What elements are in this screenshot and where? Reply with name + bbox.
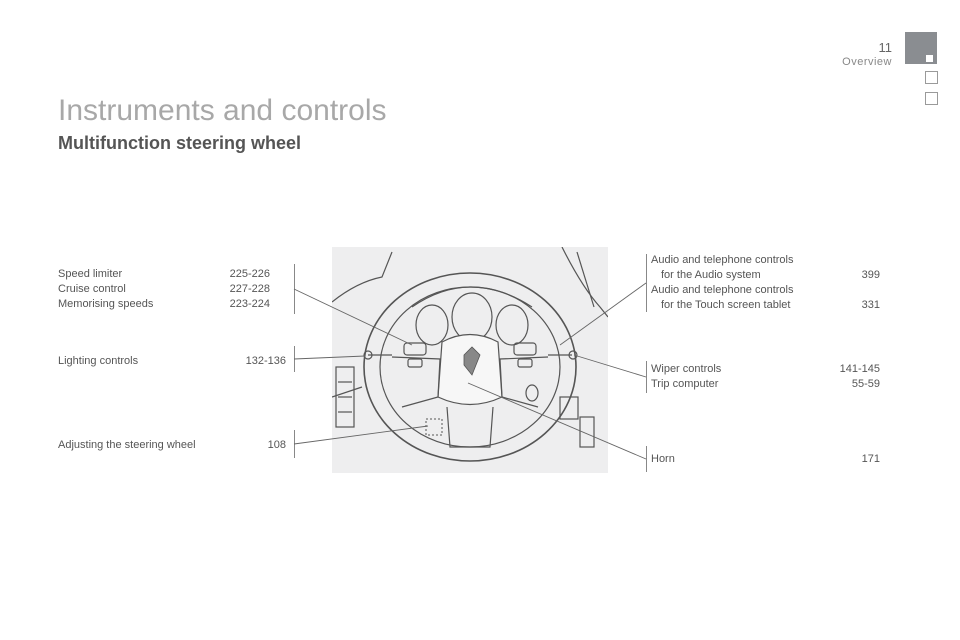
page-number: 11: [878, 40, 892, 55]
tab-marker-icon: [926, 55, 933, 62]
entry-pages: 108: [267, 439, 286, 451]
bracket-line: [646, 446, 647, 472]
entry-label-line1: Audio and telephone controls: [651, 284, 794, 296]
entry-label-line2: for the Audio system: [661, 269, 761, 281]
entry-pages: 132-136: [245, 355, 286, 367]
entry-pages: 141-145: [839, 363, 880, 375]
entry-lighting-controls[interactable]: [58, 354, 286, 369]
entry-label: Cruise control: [58, 283, 126, 295]
entry-label: Memorising speeds: [58, 298, 154, 310]
bracket-line: [294, 264, 295, 314]
entry-pages: 331: [861, 299, 880, 311]
entry-adjusting-steering-wheel[interactable]: [58, 438, 286, 453]
entry-pages: 223-224: [229, 298, 270, 310]
entry-speed-limiter[interactable]: [58, 267, 270, 282]
entry-pages: 399: [861, 269, 880, 281]
entry-label-line2: for the Touch screen tablet: [661, 299, 791, 311]
entry-trip-computer[interactable]: [651, 377, 880, 392]
section-tab-box-1[interactable]: [925, 71, 938, 84]
entry-audio-controls-audio-system[interactable]: [651, 253, 880, 283]
entry-label: Speed limiter: [58, 268, 123, 280]
entry-label: Horn: [651, 453, 675, 465]
entry-label: Wiper controls: [651, 363, 722, 375]
entry-wiper-controls[interactable]: [651, 362, 880, 377]
section-label: Overview: [842, 56, 892, 68]
entry-label: Adjusting the steering wheel: [58, 439, 196, 451]
bracket-line: [646, 361, 647, 393]
entry-cruise-control[interactable]: [58, 282, 270, 297]
section-tab-box-2[interactable]: [925, 92, 938, 105]
page-title: Instruments and controls: [58, 94, 387, 127]
page-subtitle: Multifunction steering wheel: [58, 133, 302, 153]
entry-pages: 55-59: [851, 378, 880, 390]
steering-wheel-illustration: [332, 247, 608, 473]
bracket-line: [646, 254, 647, 312]
entry-label-line1: Audio and telephone controls: [651, 254, 794, 266]
entry-horn[interactable]: [651, 452, 880, 467]
entry-memorising-speeds[interactable]: [58, 297, 270, 312]
bracket-line: [294, 346, 295, 372]
entry-pages: 225-226: [229, 268, 270, 280]
entry-pages: 227-228: [229, 283, 270, 295]
entry-label: Trip computer: [651, 378, 719, 390]
entry-pages: 171: [861, 453, 880, 465]
bracket-line: [294, 430, 295, 458]
entry-audio-controls-touch-screen[interactable]: [651, 283, 880, 313]
entry-label: Lighting controls: [58, 355, 139, 367]
